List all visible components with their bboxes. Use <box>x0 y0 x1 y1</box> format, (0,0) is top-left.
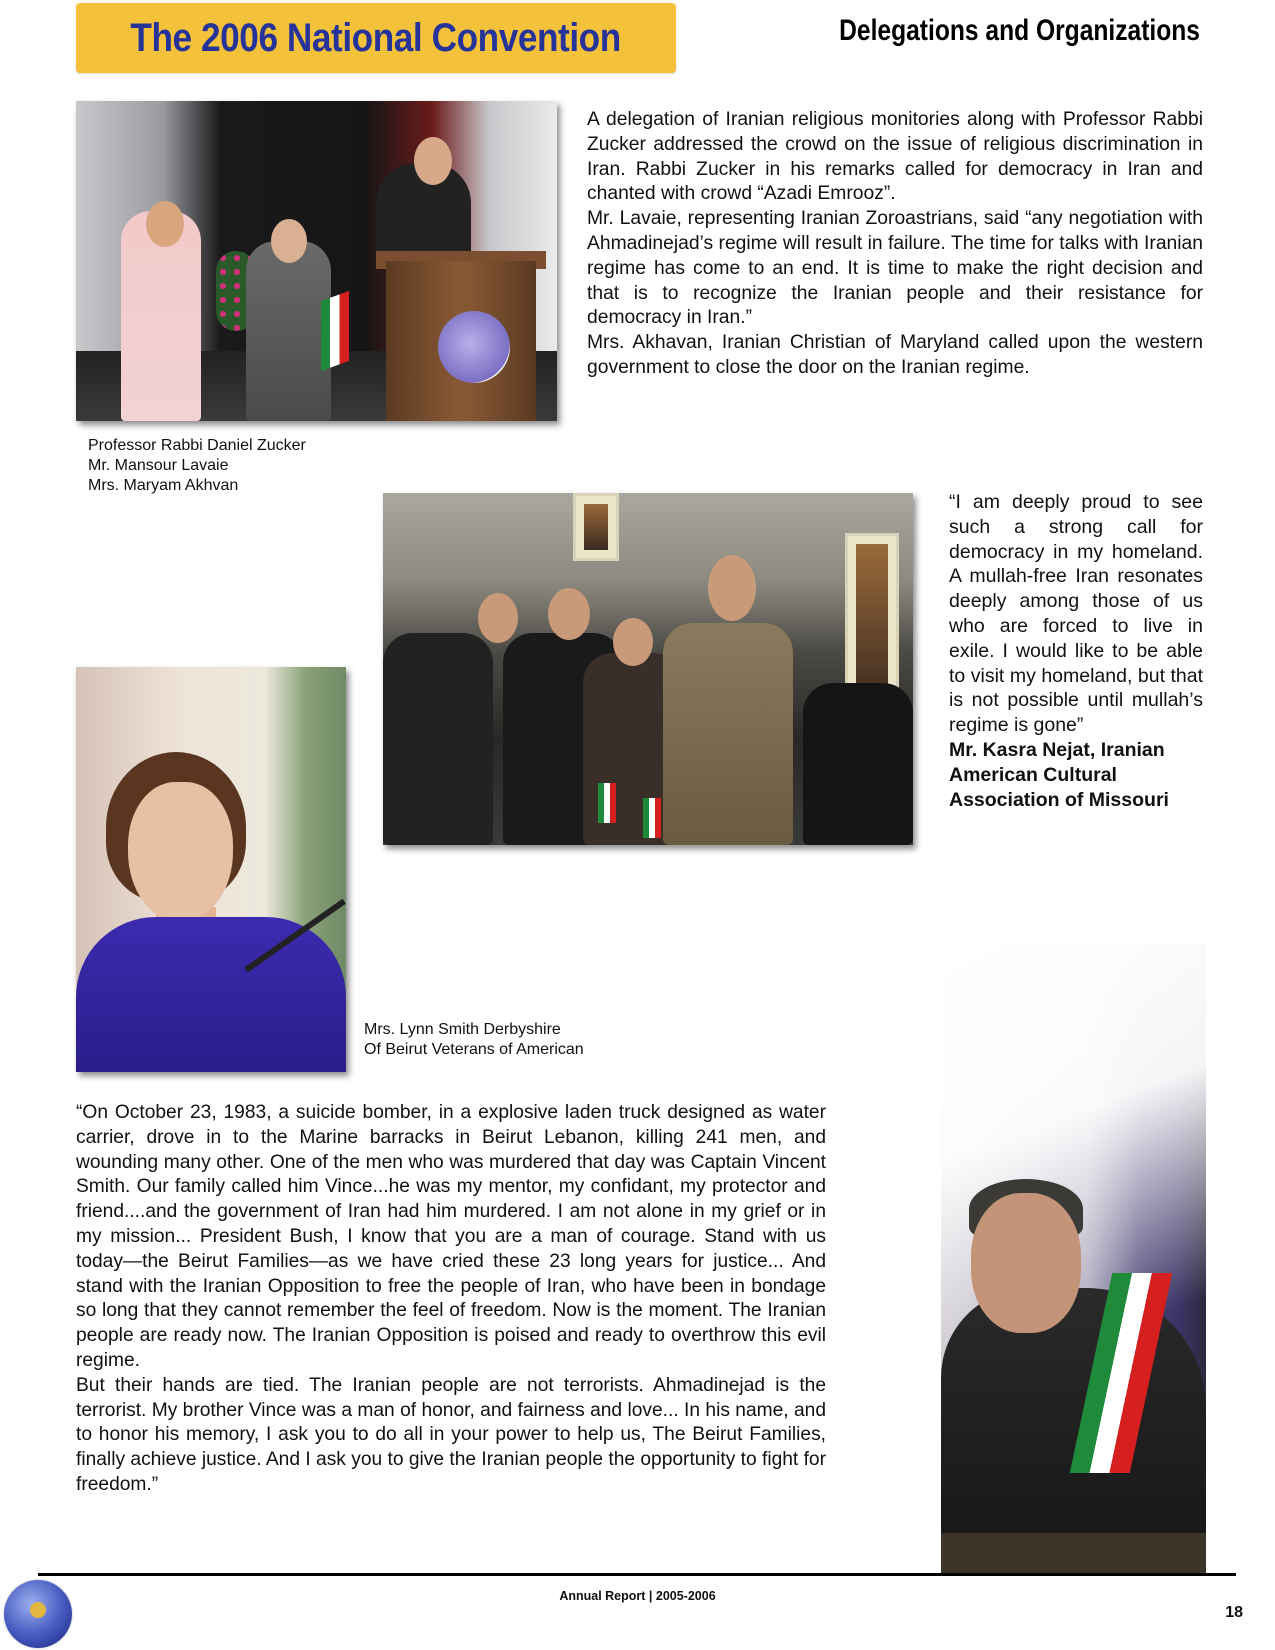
crowd-person-standing <box>663 623 793 845</box>
derbyshire-caption <box>364 1020 584 1060</box>
statement-paragraph: “On October 23, 1983, a suicide bomber, in a explosive laden truck designed as water carrier, drove in to the Marine barracks in Beirut Lebanon, killing 241 men, and wounding many other. One of the men who was murdered that day was Captain Vincent Smith. Our family called him Vince...he was my mentor, my confidant, my protector and friend....and the government of Iran had him murdered. I am not alone in my grief or in my mission... President Bush, I know that you are a man of courage. Stand with us today—the Beirut Families—as we have cried these 23 long years for justice... And stand with the Iranian Opposition to free the people of Iran, who have been in bondage so long that they cannot remember the feel of freedom. Now is the moment. The Iranian people are ready now. The Iranian Opposition is poised and ready to overthrow this evil regime. <box>76 1102 826 1371</box>
crowd-person <box>383 633 493 845</box>
footer-divider <box>38 1573 1236 1576</box>
quote-text: “I am deeply proud to see such a strong call for democracy in my homeland. A mullah-free Iran resonates deeply among those of us who are forced to live in exile. I would like to be able to visit my homeland, but that is not possible until mullah’s regime is gone” <box>949 491 1203 737</box>
iran-flag-icon <box>643 798 661 838</box>
caption-line: Mrs. Lynn Smith Derbyshire <box>364 1021 561 1038</box>
statement-paragraph: But their hands are tied. The Iranian people are not terrorists. Ahmadinejad is the terrorist. My brother Vince was a man of honor, and fairness and love... In his name, and to honor his memory, I ask you to do all in your power to help us, The Beirut Families, finally achieve justice. And I ask you to give the Iranian people the opportunity to fight for freedom.” <box>76 1374 826 1495</box>
man-suit <box>941 1288 1206 1575</box>
man-head <box>971 1193 1081 1333</box>
iran-flag-icon <box>321 291 349 371</box>
globe-seal-icon <box>438 311 510 383</box>
quote-attribution: Mr. Kasra Nejat, Iranian American Cultural Association of Missouri <box>949 738 1169 811</box>
blue-jacket <box>76 917 346 1072</box>
crowd-head <box>613 618 653 666</box>
derbyshire-photo <box>76 667 346 1072</box>
speaker-face <box>128 782 233 922</box>
caption-line: Mrs. Maryam Akhvan <box>88 477 239 494</box>
caption-line: Professor Rabbi Daniel Zucker <box>88 437 306 454</box>
banner-title: The 2006 National Convention <box>130 15 622 60</box>
man-figure <box>246 241 331 421</box>
stage-photo-caption <box>88 436 306 496</box>
article-paragraph: Mr. Lavaie, representing Iranian Zoroastrians, said “any negotiation with Ahmadinejad’s regime will result in failure. The time for talks with Iranian regime has come to an end. It is time to make the right decision and that is to recognize the Iranian people and their resistance for democracy in Iran.” <box>587 208 1203 329</box>
nejat-quote <box>949 490 1203 812</box>
table-edge <box>941 1533 1206 1575</box>
crowd-head <box>708 555 756 621</box>
article-paragraph: Mrs. Akhavan, Iranian Christian of Maryland called upon the western government to close the door on the Iranian regime. <box>587 332 1203 378</box>
speaker-head <box>414 137 452 185</box>
emblem-icon <box>30 1602 46 1618</box>
section-title: Delegations and Organizations <box>839 14 1200 47</box>
man-head <box>271 219 307 263</box>
delegation-article <box>587 108 1203 381</box>
woman-head <box>146 201 184 247</box>
crowd-head <box>548 588 590 640</box>
caption-line: Mr. Mansour Lavaie <box>88 457 229 474</box>
faded-man-photo <box>941 943 1206 1575</box>
stage-speakers-photo <box>76 101 557 421</box>
crowd-head <box>478 593 518 643</box>
article-paragraph: A delegation of Iranian religious monitories along with Professor Rabbi Zucker addressed the crowd on the issue of religious discrimination in Iran. Rabbi Zucker in his remarks called for democracy in Iran and chanted with crowd “Azadi Emrooz”. <box>587 109 1203 205</box>
footer-report-label: Annual Report | 2005-2006 <box>559 1589 716 1603</box>
portrait-sign <box>573 493 619 561</box>
title-banner <box>76 3 676 73</box>
derbyshire-statement <box>76 1101 826 1498</box>
caption-line: Of Beirut Veterans of American <box>364 1041 584 1058</box>
page-number: 18 <box>1225 1604 1243 1621</box>
crowd-person <box>803 683 913 845</box>
iran-flag-icon <box>598 783 616 823</box>
crowd-photo <box>383 493 913 845</box>
